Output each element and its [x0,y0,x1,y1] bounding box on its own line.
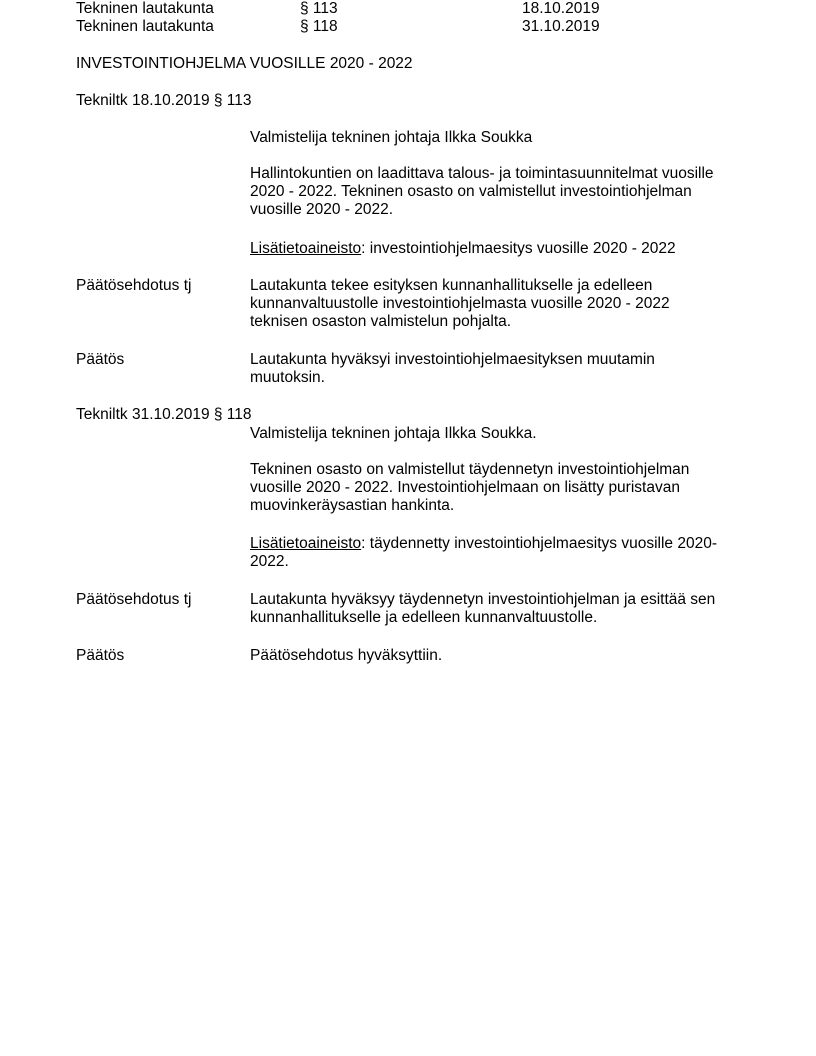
meeting1-decision [250,351,750,387]
meeting1-decision-line: muutoksin. [250,369,325,386]
meeting2-proposal [250,591,750,627]
meeting1-proposal-line: Lautakunta tekee esityksen kunnanhallitukselle ja edelleen [250,277,653,294]
meeting1-paragraph-line: Hallintokuntien on laadittava talous- ja toimintasuunnitelmat vuosille [250,165,714,182]
header-body-2: Tekninen lautakunta [76,18,214,35]
document-title: INVESTOINTIOHJELMA VUOSILLE 2020 - 2022 [76,55,413,72]
meeting2-attachment-text2: 2022. [250,553,289,570]
header-date-2: 31.10.2019 [522,18,600,35]
meeting2-paragraph-line: Tekninen osasto on valmistellut täydennetyn investointiohjelman [250,461,690,478]
meeting2-proposal-line: Lautakunta hyväksyy täydennetyn investointiohjelman ja esittää sen [250,591,716,608]
meeting2-attachment [250,535,750,571]
meeting1-decision-line: Lautakunta hyväksyi investointiohjelmaesityksen muutamin [250,351,655,368]
meeting2-paragraph-line: muovinkeräysastian hankinta. [250,497,455,514]
meeting1-preparer: Valmistelija tekninen johtaja Ilkka Soukka [250,129,533,146]
meeting1-paragraph-line: 2020 - 2022. Tekninen osasto on valmistellut investointiohjelman [250,183,692,200]
meeting2-attachment-label: Lisätietoaineisto [250,535,362,552]
meeting2-preparer: Valmistelija tekninen johtaja Ilkka Soukka. [250,425,537,442]
meeting2-ref: Tekniltk 31.10.2019 § 118 [76,406,252,423]
meeting1-proposal-line: teknisen osaston valmistelun pohjalta. [250,313,512,330]
meeting2-paragraph [250,461,750,515]
header-body-1: Tekninen lautakunta [76,0,214,17]
meeting2-decision: Päätösehdotus hyväksyttiin. [250,647,443,664]
meeting1-proposal-line: kunnanvaltuustolle investointiohjelmasta vuosille 2020 - 2022 [250,295,670,312]
meeting2-paragraph-line: vuosille 2020 - 2022. Investointiohjelmaan on lisätty puristavan [250,479,680,496]
meeting1-proposal [250,277,750,331]
meeting2-decision-label: Päätös [76,647,125,664]
meeting2-proposal-label: Päätösehdotus tj [76,591,192,608]
meeting1-decision-label: Päätös [76,351,125,368]
meeting1-attachment-label: Lisätietoaineisto [250,240,362,257]
header-date-1: 18.10.2019 [522,0,600,17]
meeting1-paragraph-line: vuosille 2020 - 2022. [250,201,394,218]
meeting1-attachment [250,240,676,258]
meeting1-proposal-label: Päätösehdotus tj [76,277,192,294]
meeting2-proposal-line: kunnanhallitukselle ja edelleen kunnanvaltuustolle. [250,609,598,626]
meeting1-ref: Tekniltk 18.10.2019 § 113 [76,92,252,109]
header-section-1: § 113 [300,0,338,17]
meeting2-attachment-text: : täydennetty investointiohjelmaesitys vuosille 2020- [361,535,718,552]
meeting1-attachment-text: : investointiohjelmaesitys vuosille 2020 - 2022 [361,240,676,257]
meeting1-paragraph [250,165,750,219]
header-section-2: § 118 [300,18,338,35]
